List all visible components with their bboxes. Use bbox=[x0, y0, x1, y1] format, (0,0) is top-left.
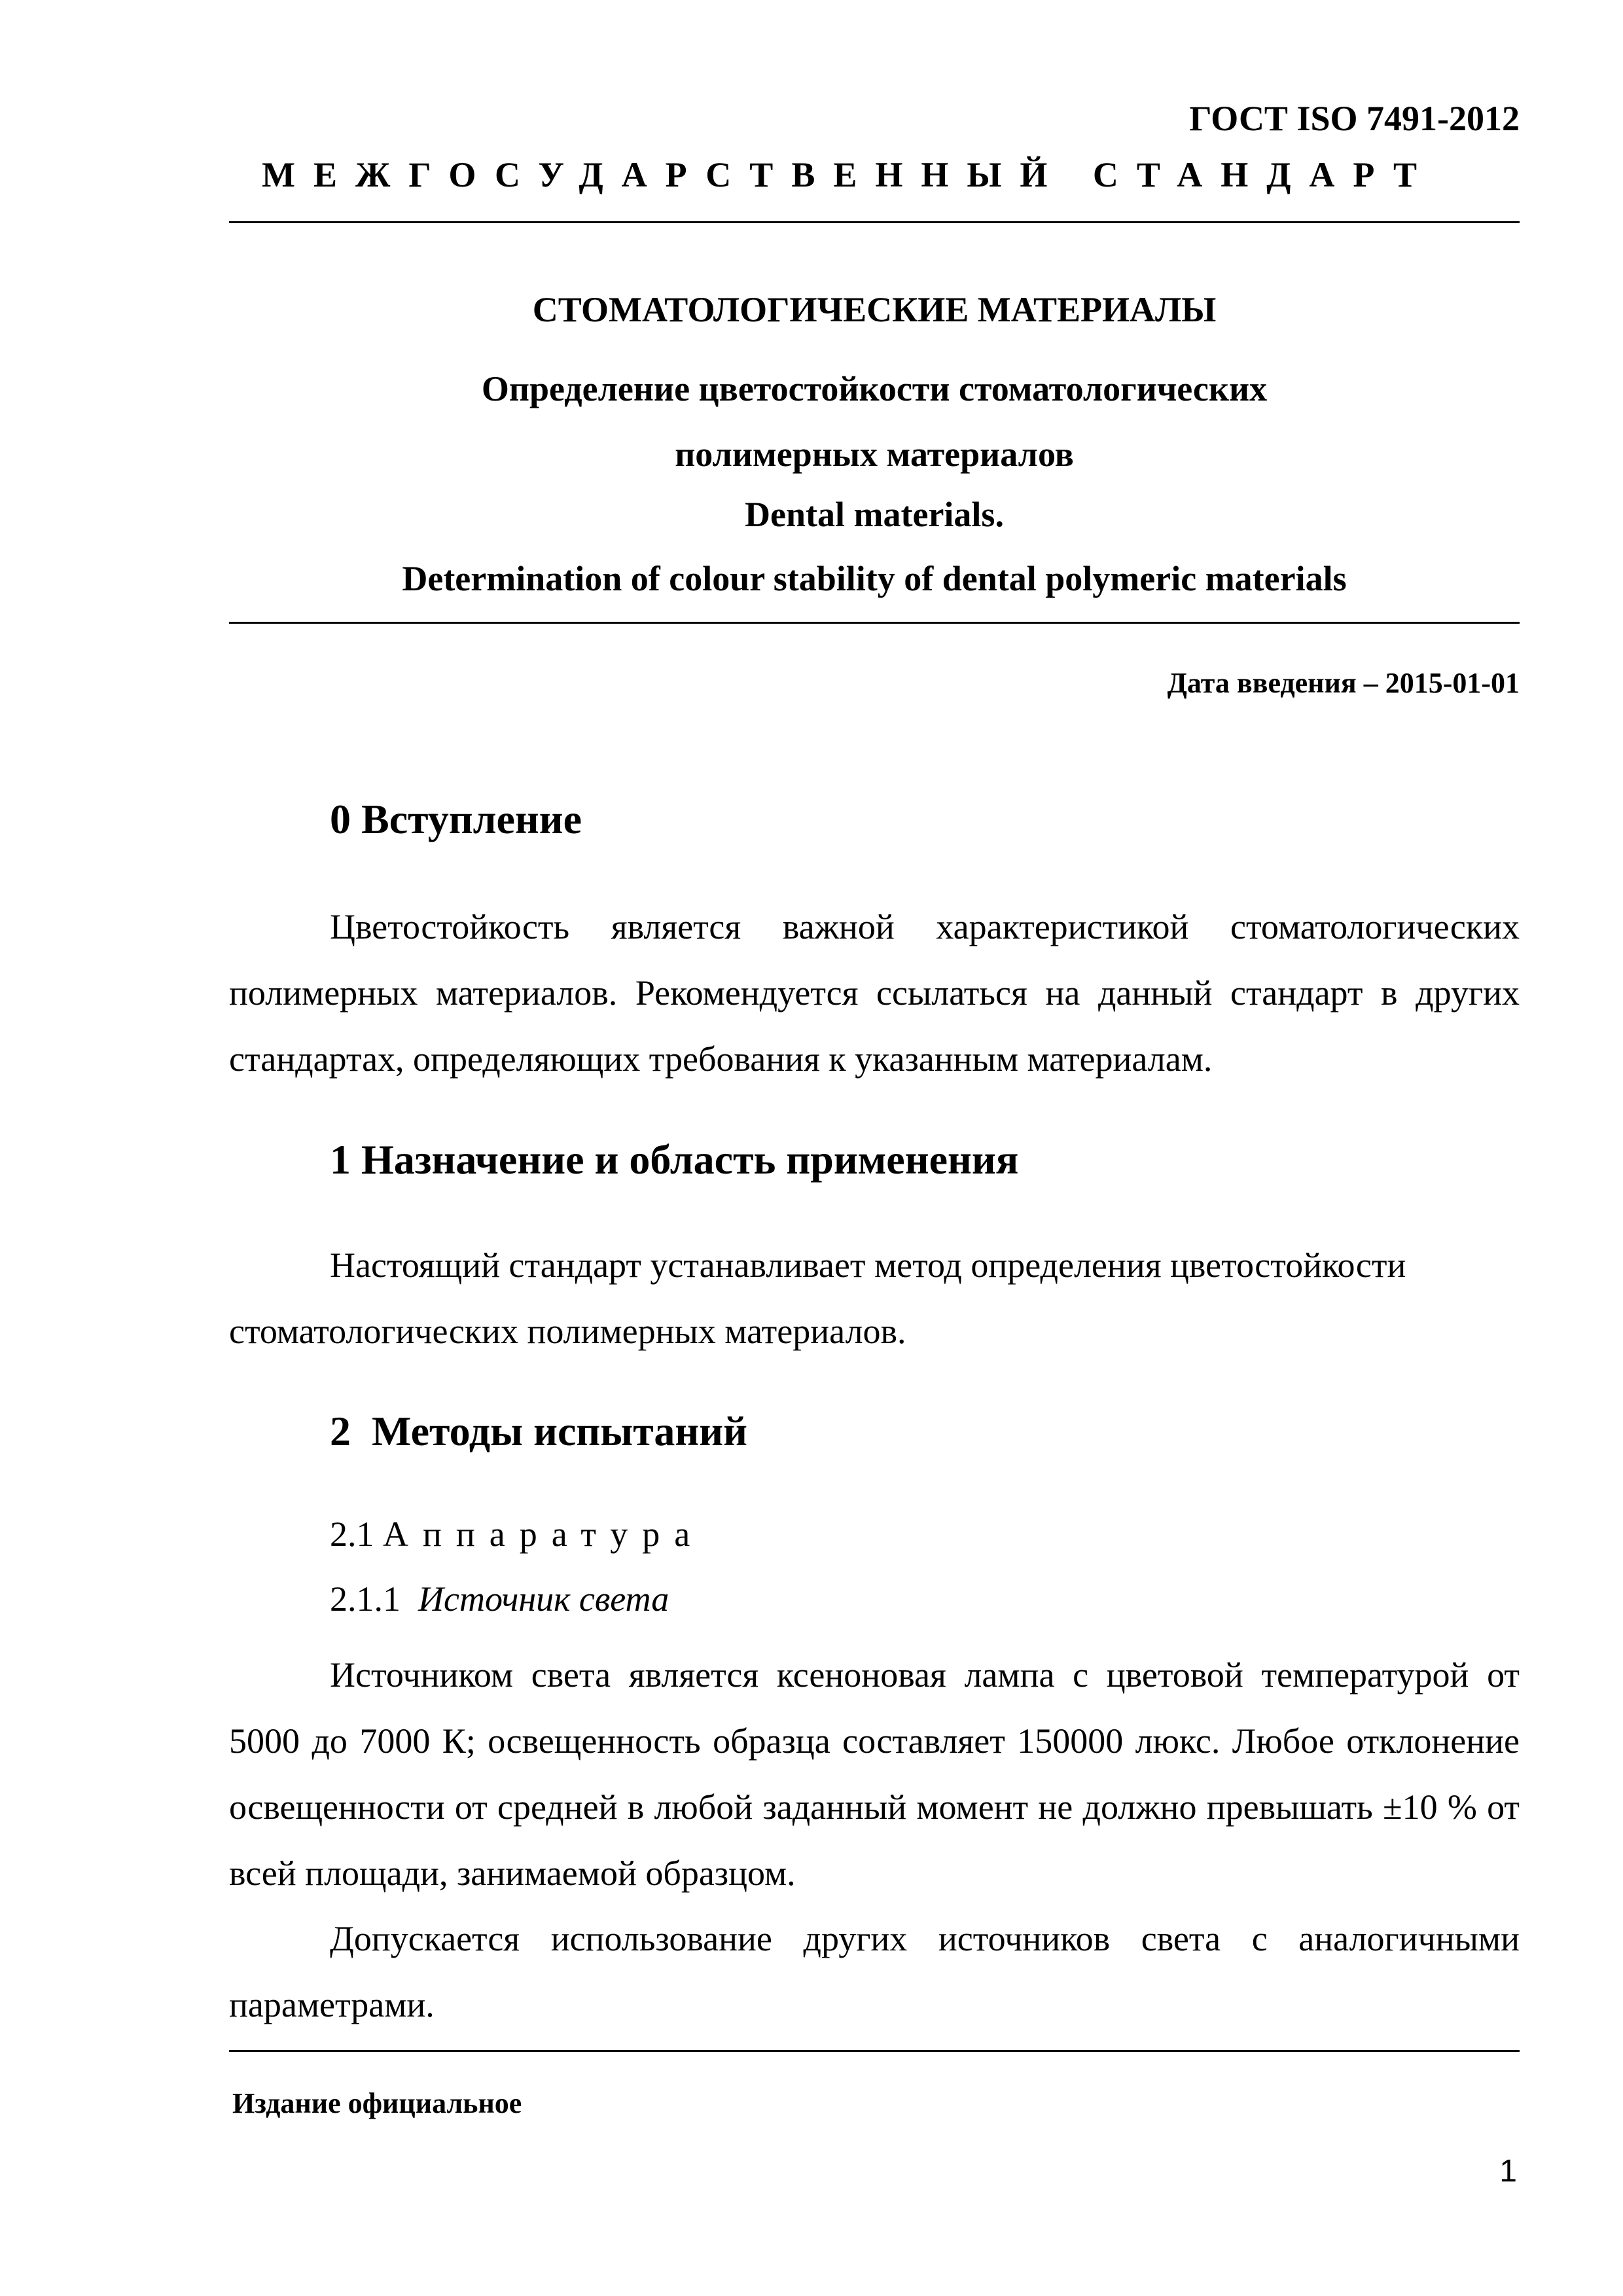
section-2-heading: 2 Методы испытаний bbox=[330, 1408, 748, 1454]
subsection-2-1-number: 2.1 bbox=[330, 1515, 374, 1554]
introduction-date: Дата введения – 2015-01-01 bbox=[1167, 667, 1520, 699]
subsection-2-1-1 bbox=[330, 1579, 669, 1619]
title-divider bbox=[229, 622, 1520, 624]
section-1-text: Настоящий стандарт устанавливает метод определения цветостойкости стоматологических полимерных материалов. bbox=[229, 1246, 1406, 1351]
light-source-paragraph: Источником света является ксеноновая лампа с цветовой температурой от 5000 до 7000 К; освещенность образца составляет 150000 люкс. Любое отклонение освещенности от средней в любой заданный момент не должно превышать ±10 % от всей площади, занимаемой образцом. bbox=[229, 1655, 1520, 1893]
section-0-heading: 0 Вступление bbox=[330, 796, 582, 842]
official-edition-note: Издание официальное bbox=[232, 2087, 522, 2119]
title-ru-sub: Определение цветостойкости стоматологических полимерных материалов bbox=[481, 369, 1268, 474]
footer-divider bbox=[229, 2050, 1520, 2052]
title-en-sub: Determination of colour stability of dental polymeric materials bbox=[402, 559, 1347, 598]
standard-number: ГОСТ ISO 7491-2012 bbox=[1189, 99, 1520, 138]
page-number: 1 bbox=[1499, 2154, 1517, 2189]
subsection-2-1 bbox=[330, 1514, 704, 1554]
section-0-text: Цветостойкость является важной характеристикой стоматологических полимерных материалов. Рекомендуется ссылаться на данный стандарт в других стандартах, определяющих требования к указанным материалам. bbox=[229, 907, 1520, 1079]
subsection-2-1-1-title: Источник света bbox=[418, 1579, 669, 1619]
section-1-heading: 1 Назначение и область применения bbox=[330, 1136, 1019, 1183]
title-ru-main: СТОМАТОЛОГИЧЕСКИЕ МАТЕРИАЛЫ bbox=[532, 290, 1217, 329]
alternative-sources-paragraph: Допускается использование других источников света с аналогичными параметрами. bbox=[229, 1919, 1520, 2024]
subsection-2-1-1-number: 2.1.1 bbox=[330, 1579, 401, 1619]
header-divider bbox=[229, 221, 1520, 223]
subsection-2-1-title: Аппаратура bbox=[383, 1515, 705, 1554]
title-en-main: Dental materials. bbox=[745, 495, 1004, 534]
standard-type: МЕЖГОСУДАРСТВЕННЫЙ СТАНДАРТ bbox=[262, 155, 1436, 194]
